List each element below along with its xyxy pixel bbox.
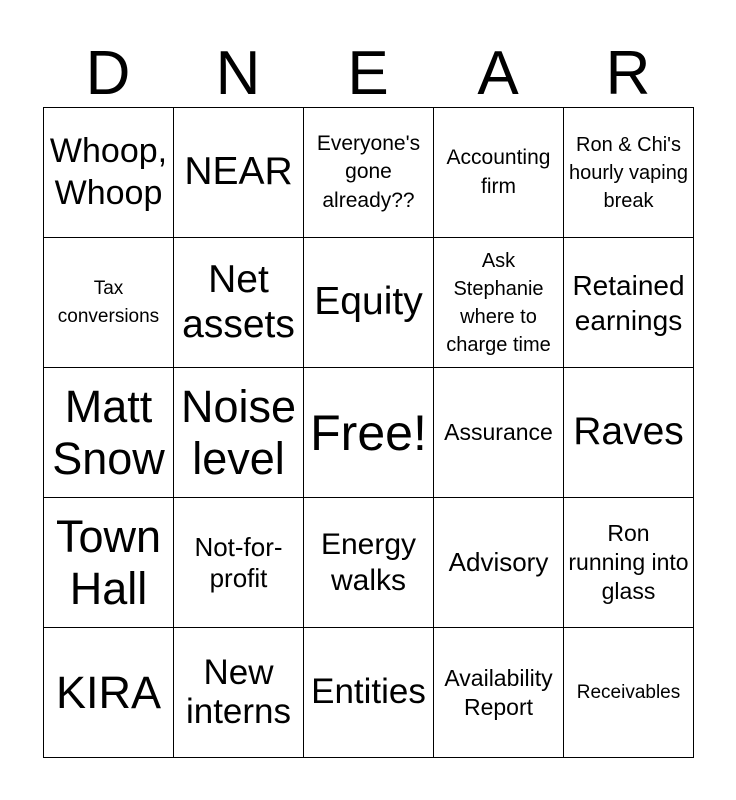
bingo-cell[interactable]: Town Hall xyxy=(44,498,174,628)
bingo-cell[interactable]: Ron running into glass xyxy=(564,498,694,628)
bingo-cell[interactable]: Assurance xyxy=(434,368,564,498)
bingo-cell[interactable]: Advisory xyxy=(434,498,564,628)
bingo-cell[interactable]: Ask Stephanie where to charge time xyxy=(434,238,564,368)
bingo-cell[interactable]: Energy walks xyxy=(304,498,434,628)
bingo-cell[interactable]: Tax conversions xyxy=(44,238,174,368)
bingo-cell[interactable]: Noise level xyxy=(174,368,304,498)
bingo-cell[interactable]: Not-for-profit xyxy=(174,498,304,628)
bingo-cell[interactable]: Availability Report xyxy=(434,628,564,758)
free-space-cell[interactable]: Free! xyxy=(304,368,434,498)
bingo-cell[interactable]: Whoop, Whoop xyxy=(44,108,174,238)
bingo-cell[interactable]: Retained earnings xyxy=(564,238,694,368)
bingo-cell[interactable]: Ron & Chi's hourly vaping break xyxy=(564,108,694,238)
header-letter-e: E xyxy=(347,39,389,108)
bingo-cell[interactable]: Entities xyxy=(304,628,434,758)
bingo-header xyxy=(43,40,693,108)
bingo-cell[interactable]: Matt Snow xyxy=(44,368,174,498)
header-letter-d: D xyxy=(85,39,131,108)
bingo-cell[interactable]: KIRA xyxy=(44,628,174,758)
bingo-cell[interactable]: Raves xyxy=(564,368,694,498)
bingo-cell[interactable]: Receivables xyxy=(564,628,694,758)
header-letter-a: A xyxy=(477,39,519,108)
bingo-cell[interactable]: Accounting firm xyxy=(434,108,564,238)
bingo-cell[interactable]: NEAR xyxy=(174,108,304,238)
bingo-cell[interactable]: New interns xyxy=(174,628,304,758)
header-letter-n: N xyxy=(215,39,261,108)
bingo-cell[interactable]: Equity xyxy=(304,238,434,368)
header-letter-r: R xyxy=(605,39,651,108)
bingo-board xyxy=(43,107,694,758)
bingo-cell[interactable]: Net assets xyxy=(174,238,304,368)
bingo-cell[interactable]: Everyone's gone already?? xyxy=(304,108,434,238)
